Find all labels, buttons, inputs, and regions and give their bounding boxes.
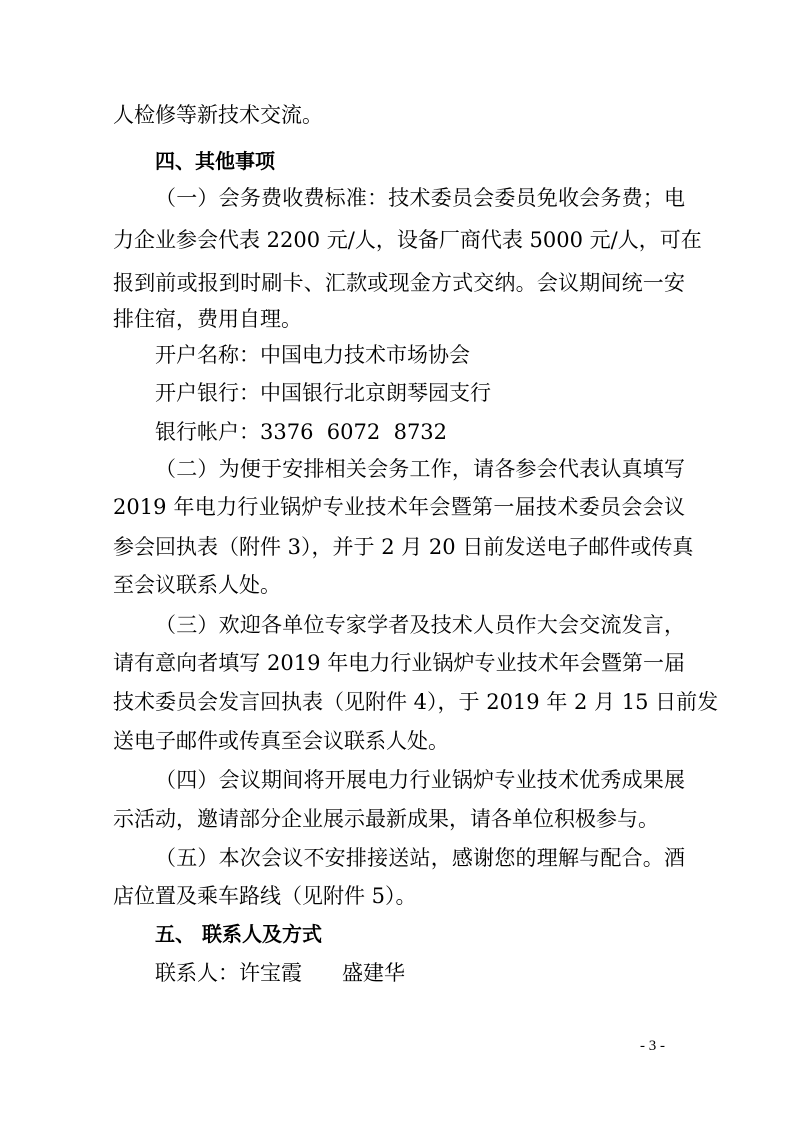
paragraph-line: （三）欢迎各单位专家学者及技术人员作大会交流发言， — [155, 613, 685, 637]
section-heading-other-matters: 四、其他事项 — [155, 149, 275, 173]
paragraph-line: 请有意向者填写 2019 年电力行业锅炉专业技术年会暨第一届 — [113, 651, 685, 675]
account-name-line: 开户名称：中国电力技术市场协会 — [155, 343, 470, 367]
contact-person-line: 联系人：许宝霞 盛建华 — [155, 961, 406, 985]
paragraph-line: 报到前或报到时刷卡、汇款或现金方式交纳。会议期间统一安 — [113, 271, 685, 295]
paragraph-line: （五）本次会议不安排接送站，感谢您的理解与配合。酒 — [155, 846, 685, 870]
paragraph-line: 店位置及乘车路线（见附件 5）。 — [113, 884, 417, 908]
paragraph-line: 力企业参会代表 2200 元/人，设备厂商代表 5000 元/人，可在 — [113, 228, 702, 252]
paragraph-line: （四）会议期间将开展电力行业锅炉专业技术优秀成果展 — [155, 768, 685, 792]
paragraph-line: 排住宿，费用自理。 — [113, 307, 302, 331]
paragraph-line: 技术委员会发言回执表（见附件 4），于 2019 年 2 月 15 日前发 — [113, 690, 719, 714]
paragraph-line: 参会回执表（附件 3），并于 2 月 20 日前发送电子邮件或传真 — [113, 535, 694, 559]
paragraph-line: 示活动，邀请部分企业展示最新成果，请各单位积极参与。 — [113, 807, 659, 831]
account-number-line: 银行帐户：3376 6072 8732 — [155, 420, 448, 444]
account-bank-line: 开户银行：中国银行北京朗琴园支行 — [155, 381, 491, 405]
paragraph-line: （二）为便于安排相关会务工作，请各参会代表认真填写 — [155, 457, 685, 481]
paragraph-line: 送电子邮件或传真至会议联系人处。 — [113, 729, 449, 753]
paragraph-line: 人检修等新技术交流。 — [113, 103, 323, 127]
page-number: - 3 - — [640, 1038, 665, 1054]
paragraph-line: （一）会务费收费标准：技术委员会委员免收会务费；电 — [155, 186, 685, 210]
section-heading-contacts: 五、 联系人及方式 — [155, 922, 322, 946]
paragraph-line: 2019 年电力行业锅炉专业技术年会暨第一届技术委员会会议 — [113, 495, 685, 519]
paragraph-line: 至会议联系人处。 — [113, 573, 281, 597]
